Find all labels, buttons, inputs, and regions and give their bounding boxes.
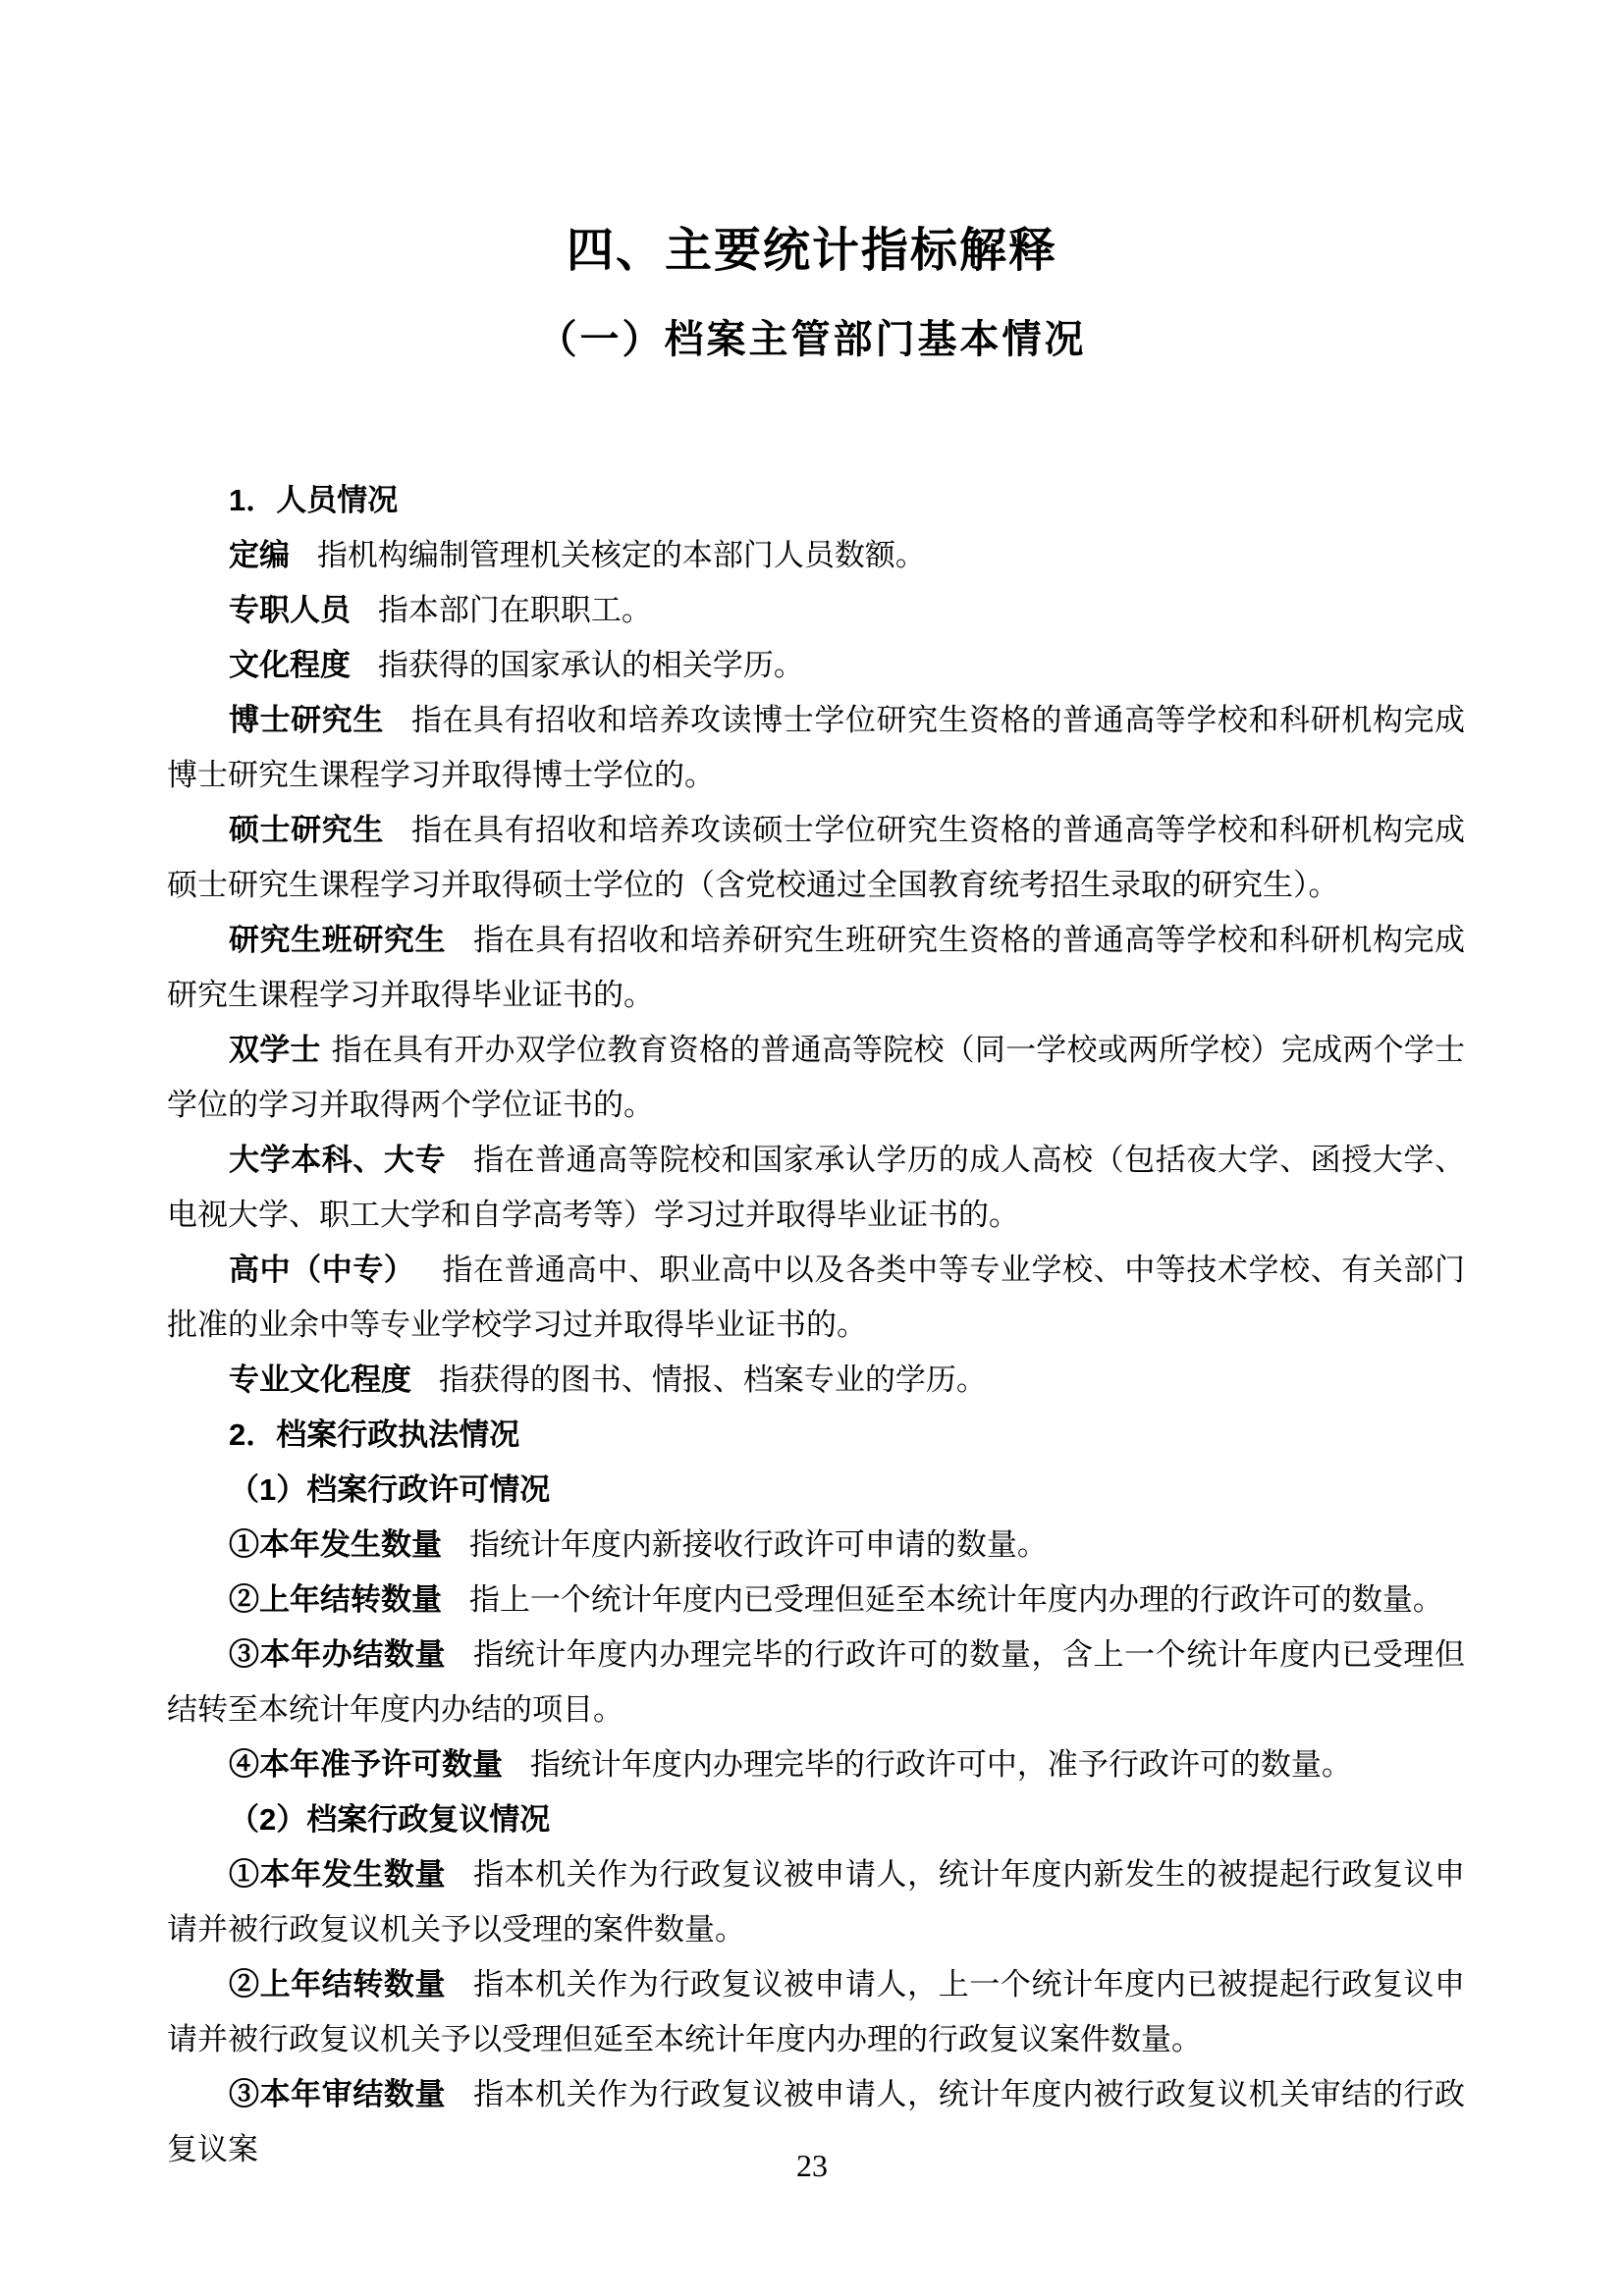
term-label: ②上年结转数量 <box>229 1967 447 2002</box>
term-label: ④本年准予许可数量 <box>229 1747 503 1782</box>
term-label: ②上年结转数量 <box>229 1582 442 1617</box>
term-label: 大学本科、大专 <box>229 1143 447 1177</box>
term-label: ③本年审结数量 <box>229 2077 447 2111</box>
term-definition-paragraph <box>167 1847 1465 1957</box>
definition-text: 指在具有开办双学位教育资格的普通高等院校（同一学校或两所学校）完成两个学士学位的学习并取得两个学位证书的。 <box>167 1033 1466 1122</box>
term-definition-paragraph <box>167 913 1465 1023</box>
definition-text: 指在具有招收和培养研究生班研究生资格的普通高等学校和科研机构完成研究生课程学习并取得毕业证书的。 <box>167 923 1466 1012</box>
definition-text: 指在具有招收和培养攻读博士学位研究生资格的普通高等学校和科研机构完成博士研究生课程学习并取得博士学位的。 <box>167 703 1466 792</box>
term-label: 研究生班研究生 <box>229 923 447 957</box>
page-title: 四、主要统计指标解释 <box>566 225 1057 277</box>
section-heading: 2．档案行政执法情况 <box>229 1417 520 1452</box>
definition-text: 指统计年度内新接收行政许可申请的数量。 <box>468 1527 1048 1562</box>
definition-text: 指在普通高中、职业高中以及各类中等专业学校、中等技术学校、有关部门批准的业余中等专业学校学习过并取得毕业证书的。 <box>167 1253 1466 1342</box>
term-definition-paragraph <box>167 1023 1465 1133</box>
definition-text: 指本机关作为行政复议被申请人，统计年度内新发生的被提起行政复议申请并被行政复议机关予以受理的案件数量。 <box>167 1857 1466 1947</box>
term-label: 双学士 <box>229 1033 321 1067</box>
section-subtitle: （一）档案主管部门基本情况 <box>537 317 1087 361</box>
term-label: 博士研究生 <box>229 703 384 737</box>
definition-text: 指在具有招收和培养攻读硕士学位研究生资格的普通高等学校和科研机构完成硕士研究生课程学习并取得硕士学位的（含党校通过全国教育统考招生录取的研究生）。 <box>167 813 1466 902</box>
term-definition-paragraph <box>167 528 1465 583</box>
definition-text: 指本机关作为行政复议被申请人，上一个统计年度内已被提起行政复议申请并被行政复议机关予以受理但延至本统计年度内办理的行政复议案件数量。 <box>167 1967 1466 2056</box>
term-label: 高中（中专） <box>229 1253 415 1287</box>
definition-text: 指统计年度内办理完毕的行政许可的数量，含上一个统计年度内已受理但结转至本统计年度内办结的项目。 <box>167 1637 1466 1727</box>
term-definition-paragraph <box>167 583 1465 638</box>
term-definition-paragraph <box>167 1133 1465 1243</box>
term-label: 硕士研究生 <box>229 813 384 847</box>
definition-text: 指本机关作为行政复议被申请人，统计年度内被行政复议机关审结的行政复议案 <box>167 2077 1466 2166</box>
definition-text: 指上一个统计年度内已受理但延至本统计年度内办理的行政许可的数量。 <box>468 1582 1443 1617</box>
term-definition-paragraph <box>167 1518 1465 1573</box>
body-paragraphs <box>167 473 1465 2177</box>
sub-section-heading: （1）档案行政许可情况 <box>229 1472 551 1507</box>
term-definition-paragraph <box>167 1353 1465 1408</box>
term-label: 文化程度 <box>229 648 351 682</box>
term-label: ①本年发生数量 <box>229 1857 447 1892</box>
term-label: ③本年办结数量 <box>229 1637 447 1672</box>
definition-text: 指统计年度内办理完毕的行政许可中，准予行政许可的数量。 <box>529 1747 1352 1782</box>
sub-section-heading: （2）档案行政复议情况 <box>229 1802 551 1837</box>
term-label: ①本年发生数量 <box>229 1527 442 1562</box>
term-definition-paragraph <box>167 638 1465 693</box>
term-label: 专业文化程度 <box>229 1362 411 1397</box>
definition-text: 指机构编制管理机关核定的本部门人员数额。 <box>316 538 926 572</box>
definition-text: 指获得的图书、情报、档案专业的学历。 <box>438 1362 987 1397</box>
section-heading: 1．人员情况 <box>229 483 399 517</box>
term-label: 专职人员 <box>229 593 351 627</box>
page-number: 23 <box>796 2148 828 2183</box>
term-definition-paragraph <box>167 803 1465 913</box>
term-definition-paragraph <box>167 1957 1465 2067</box>
definition-text: 指获得的国家承认的相关学历。 <box>377 648 804 682</box>
term-label: 定编 <box>229 538 290 572</box>
term-definition-paragraph <box>167 1628 1465 1737</box>
definition-text: 指在普通高等院校和国家承认学历的成人高校（包括夜大学、函授大学、电视大学、职工大学和自学高考等）学习过并取得毕业证书的。 <box>167 1143 1466 1232</box>
term-definition-paragraph <box>167 1737 1465 1792</box>
term-definition-paragraph <box>167 693 1465 803</box>
definition-text: 指本部门在职职工。 <box>377 593 652 627</box>
term-definition-paragraph <box>167 1573 1465 1628</box>
term-definition-paragraph <box>167 1243 1465 1353</box>
